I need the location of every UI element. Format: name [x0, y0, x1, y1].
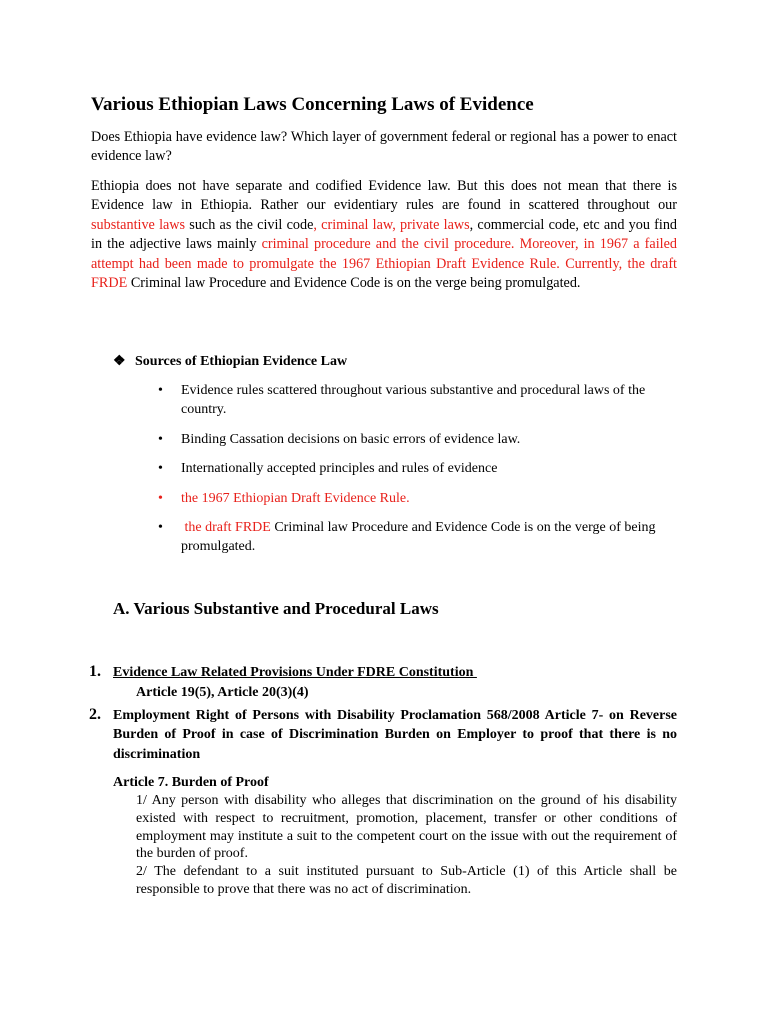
- intro-text-3: , commercial code, etc and you find in the adjective laws mainly: [91, 216, 678, 253]
- list-item-text: the 1967 Ethiopian Draft Evidence Rule.: [181, 490, 410, 506]
- numbered-item-title: Employment Right of Persons with Disability Proclamation 568/2008 Article 7- on Reverse Burden of Proof in case of Discrimination Burden on Employer to proof that there is no discrimination: [113, 708, 677, 762]
- article-paragraph-1: 1/ Any person with disability who alleges that discrimination on the ground of his disability existed with respect to recruitment, promotion, placement, transfer or other conditions of employment may institute a suit to the competent court on the issue with out the requirement of the burden of proof.: [136, 793, 677, 862]
- bullet-icon: •: [158, 461, 163, 477]
- bullet-icon: •: [158, 383, 163, 398]
- sources-heading: [113, 352, 347, 372]
- list-item: [158, 518, 678, 557]
- list-item-text: Binding Cassation decisions on basic errors of evidence law.: [181, 431, 521, 447]
- list-item-text: Criminal law Procedure and Evidence Code is on the verge of being promulgated.: [181, 520, 656, 555]
- list-item: [158, 381, 678, 420]
- numbered-item-title-text: Evidence Law Related Provisions Under FDRE Constitution: [113, 665, 477, 680]
- intro-text-4: Criminal law Procedure and Evidence Code is on the verge being promulgated.: [127, 275, 581, 292]
- intro-highlight-substantive-laws: substantive laws: [91, 216, 186, 233]
- document-title: Various Ethiopian Laws Concerning Laws of Evidence: [91, 94, 534, 115]
- numbered-item-title: [113, 663, 677, 682]
- item-number: 2.: [89, 706, 101, 723]
- question-paragraph: Does Ethiopia have evidence law? Which layer of government federal or regional has a power to enact evidence law?: [91, 129, 677, 165]
- list-item: [158, 459, 678, 478]
- intro-text-2: such as the civil code: [185, 216, 314, 233]
- sources-heading-text: Sources of Ethiopian Evidence Law: [135, 354, 348, 369]
- bullet-icon: •: [158, 431, 163, 447]
- intro-paragraph: [91, 177, 677, 293]
- diamond-bullet-icon: ❖: [113, 354, 126, 369]
- constitution-articles: Article 19(5), Article 20(3)(4): [136, 685, 309, 700]
- bullet-icon: •: [158, 490, 163, 506]
- intro-highlight-criminal-law: , criminal law, private laws: [313, 216, 470, 233]
- list-item-text: Internationally accepted principles and rules of evidence: [181, 461, 498, 477]
- section-heading: A. Various Substantive and Procedural Laws: [113, 599, 439, 618]
- list-item: [158, 430, 678, 449]
- list-item: [158, 489, 678, 508]
- item-number: 1.: [89, 663, 101, 680]
- list-item-text: Evidence rules scattered throughout various substantive and procedural laws of the country.: [181, 383, 646, 418]
- article-paragraph-2: 2/ The defendant to a suit instituted pursuant to Sub-Article (1) of this Article shall be responsible to prove that there was no act of discrimination.: [136, 864, 677, 897]
- intro-text-1: Ethiopia does not have separate and codified Evidence law. But this does not mean that there is Evidence law in Ethiopia. Rather our evidentiary rules are found in scattered throughout our: [91, 178, 677, 214]
- article-title: Article 7. Burden of Proof: [113, 775, 269, 790]
- bullet-icon: •: [158, 520, 163, 536]
- list-item-highlight: the draft FRDE: [181, 520, 271, 536]
- intro-highlight-procedure: criminal procedure and the civil procedure. Moreover, in 1967 a failed attempt had been made to promulgate the 1967 Ethiopian Draft Evidence Rule. Currently, the draft FRDE: [91, 236, 677, 292]
- sources-list: [158, 381, 678, 567]
